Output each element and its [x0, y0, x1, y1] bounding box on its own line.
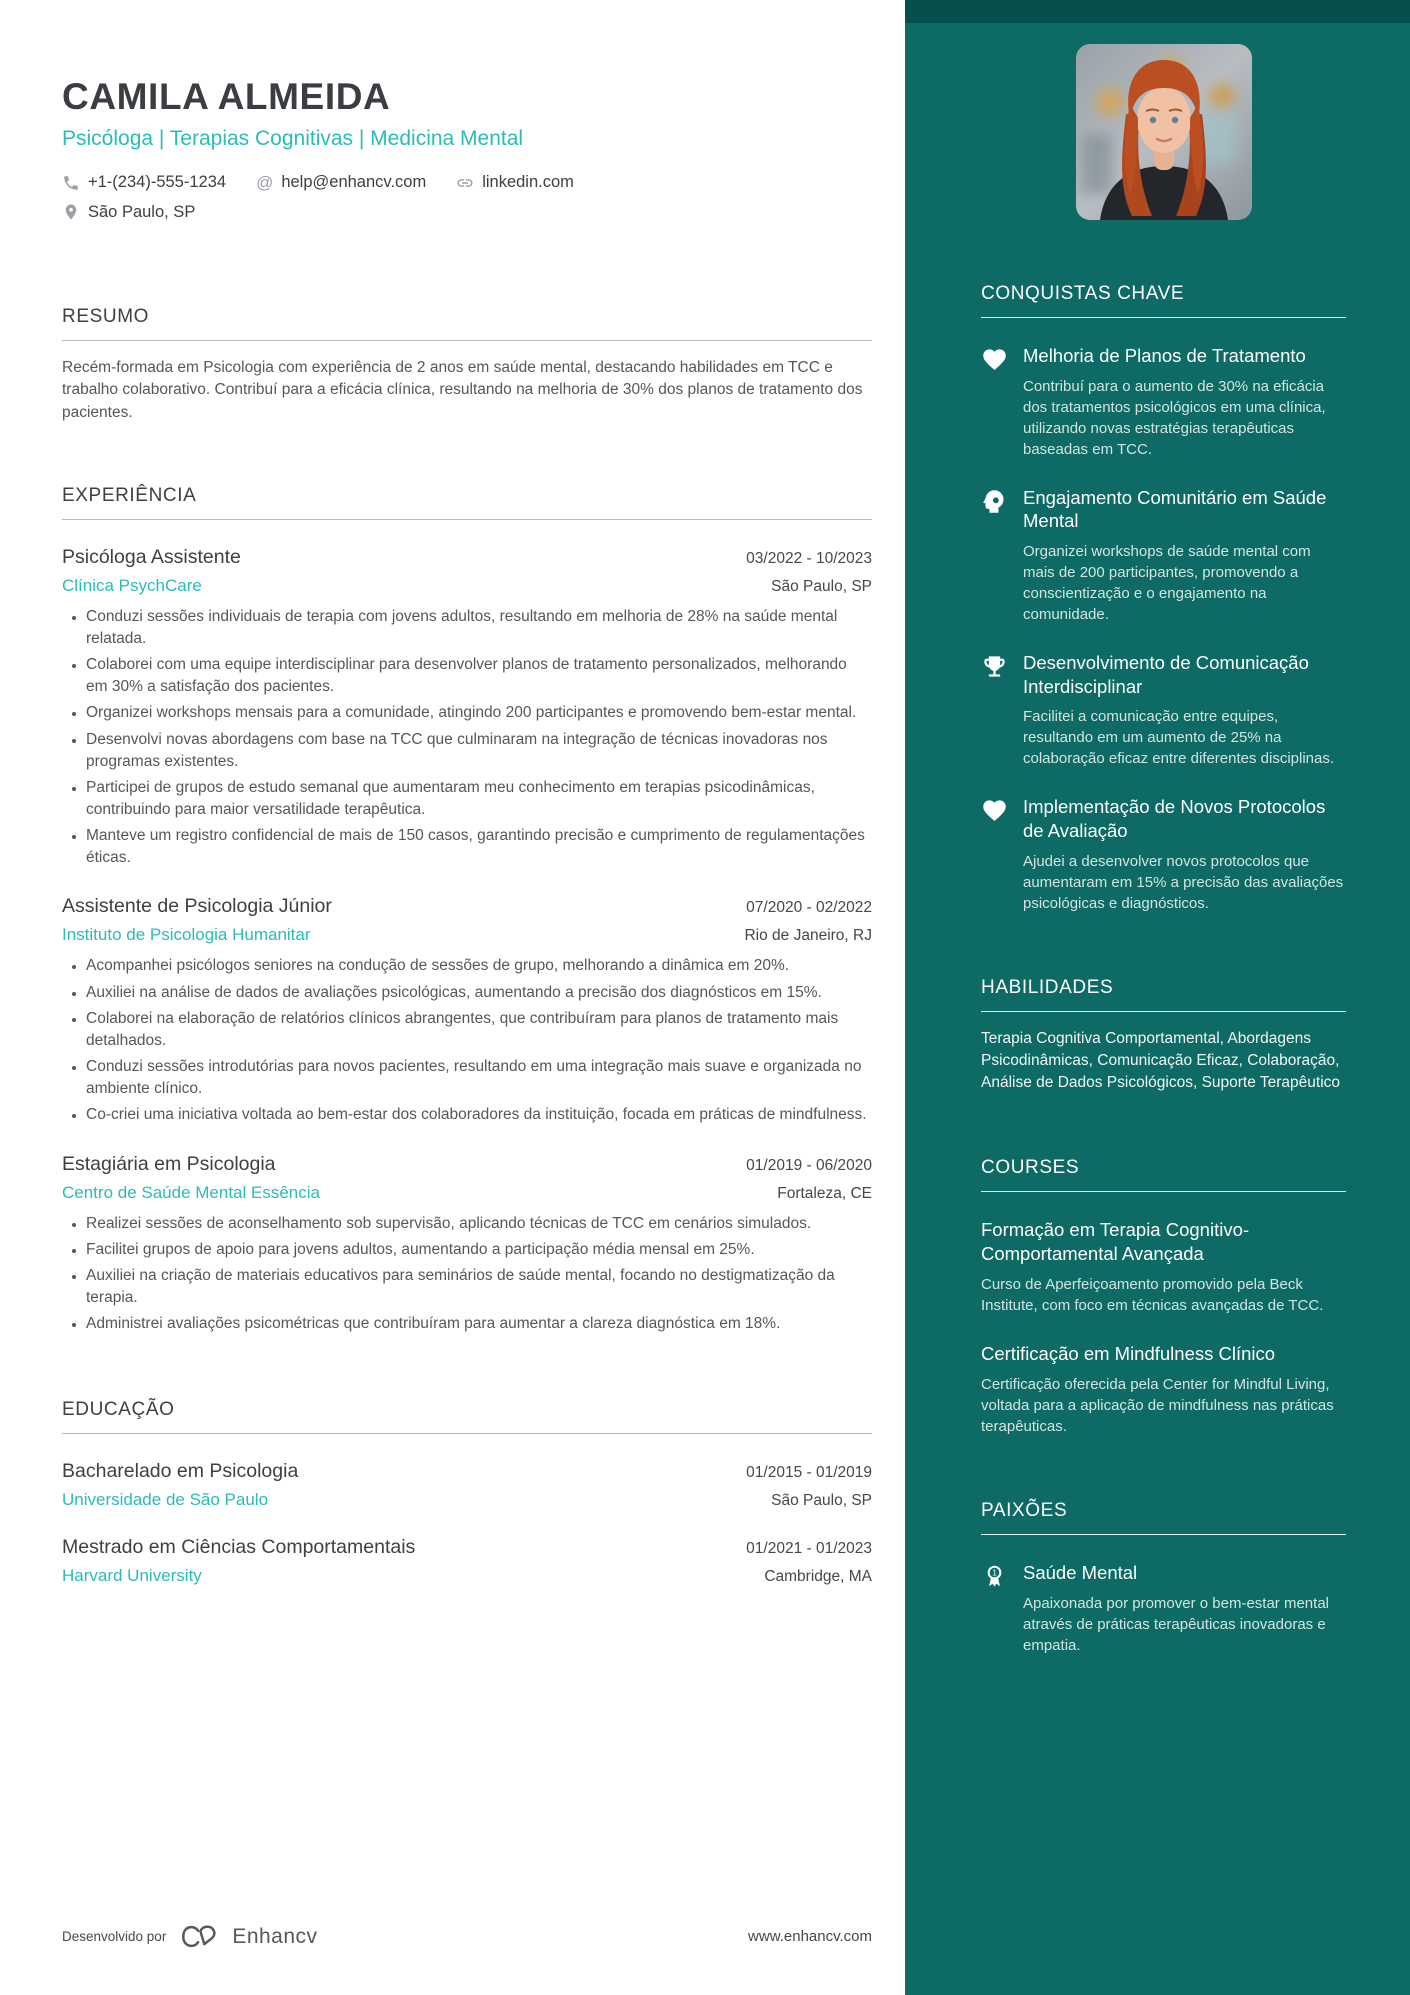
conquista-item: [981, 651, 1346, 769]
job-company[interactable]: Clínica PsychCare: [62, 575, 202, 595]
job-bullet: • Administrei avaliações psicométricas que contribuíram para aumentar a clareza diagnóstica em 18%.: [86, 1313, 872, 1335]
job-bullet: • Conduzi sessões individuais de terapia com jovens adultos, resultando em melhoria de 28% na saúde mental relatada.: [86, 606, 872, 650]
course-text: Certificação oferecida pela Center for Mindful Living, voltada para a aplicação de mindfulness nas práticas terapêuticas.: [981, 1375, 1334, 1435]
sidebar-top-band: [905, 0, 1410, 23]
job-bullet: • Auxiliei na análise de dados de avaliações psicológicas, aumentando a precisão dos diagnósticos em 15%.: [86, 982, 872, 1004]
job-bullet: • Co-criei uma iniciativa voltada ao bem-estar dos colaboradores da instituição, focada em práticas de mindfulness.: [86, 1104, 872, 1126]
location-row: [62, 203, 872, 222]
svg-text:1: 1: [992, 1568, 997, 1578]
job-bullet: • Facilitei grupos de apoio para jovens adultos, aumentando a participação média mensal em 25%.: [86, 1239, 872, 1261]
habilidades-heading: HABILIDADES: [981, 977, 1346, 1012]
job-bullet: • Acompanhei psicólogos seniores na condução de sessões de grupo, melhorando a dinâmica em 20%.: [86, 955, 872, 977]
job-location: Fortaleza, CE: [777, 1184, 872, 1202]
course-title: Certificação em Mindfulness Clínico: [981, 1342, 1276, 1364]
person-name: CAMILA ALMEIDA: [62, 76, 391, 117]
link-icon: [456, 174, 474, 192]
conquista-title: Desenvolvimento de Comunicação Interdisciplinar: [1023, 652, 1309, 697]
phone-value: +1-(234)-555-1234: [88, 173, 227, 192]
job-title: Estagiária em Psicologia: [62, 1152, 276, 1175]
job-location: São Paulo, SP: [771, 577, 872, 595]
conquista-text: Organizei workshops de saúde mental com mais de 200 participantes, promovendo a conscientização e o engajamento na comunidade.: [1023, 543, 1311, 624]
course-title: Formação em Terapia Cognitivo-Comportamental Avançada: [981, 1218, 1250, 1264]
job-company[interactable]: Instituto de Psicologia Humanitar: [62, 925, 311, 945]
conquista-title: Implementação de Novos Protocolos de Avaliação: [1023, 796, 1326, 842]
enhancv-logo-icon: [178, 1923, 220, 1950]
resumo-heading: RESUMO: [62, 306, 872, 341]
degree-title: Mestrado em Ciências Comportamentais: [62, 1536, 416, 1559]
degree-school[interactable]: Harvard University: [62, 1566, 202, 1586]
job-company[interactable]: Centro de Saúde Mental Essência: [62, 1182, 320, 1202]
job-bullets: [62, 606, 872, 870]
phone-contact[interactable]: [62, 173, 226, 192]
job-location: Rio de Janeiro, RJ: [744, 927, 872, 945]
job-bullets: [62, 955, 872, 1126]
section-habilidades: [981, 977, 1346, 1094]
profile-photo-illustration: [1076, 44, 1252, 220]
conquista-text: Facilitei a comunicação entre equipes, resultando em um aumento de 25% na colaboração eficaz entre diferentes disciplinas.: [1023, 708, 1335, 768]
job-dates: 07/2020 - 02/2022: [746, 899, 872, 917]
conquista-text: Contribuí para o aumento de 30% na eficácia dos tratamentos psicológicos em uma clínica, utilizando novas estratégias terapêuticas baseadas em TCC.: [1023, 377, 1326, 458]
heart-icon: [981, 346, 1008, 373]
job-title: Assistente de Psicologia Júnior: [62, 895, 332, 918]
contact-row: [62, 173, 872, 193]
profile-photo: [1076, 44, 1252, 220]
conquista-title: Melhoria de Planos de Tratamento: [1023, 345, 1306, 366]
job-bullet: • Conduzi sessões introdutórias para novos pacientes, resultando em uma integração mais suave e organizada no ambiente clínico.: [86, 1056, 872, 1100]
link-value: linkedin.com: [482, 173, 574, 192]
job-entry: [62, 1153, 872, 1336]
section-resumo: [62, 306, 872, 425]
degree-title: Bacharelado em Psicologia: [62, 1460, 299, 1483]
email-value: help@enhancv.com: [281, 173, 427, 192]
header: [62, 78, 872, 222]
job-bullet: • Auxiliei na criação de materiais educativos para seminários de saúde mental, focando no destigmatização da terapia.: [86, 1265, 872, 1309]
footer-brand-block[interactable]: [62, 1923, 318, 1950]
course-entry: [981, 1218, 1346, 1316]
degree-location: São Paulo, SP: [771, 1492, 872, 1510]
conquista-item: [981, 486, 1346, 625]
mind-icon: [981, 488, 1008, 515]
person-title: Psicóloga | Terapias Cognitivas | Medicina Mental: [62, 126, 524, 150]
conquista-text: Ajudei a desenvolver novos protocolos que aumentaram em 15% a precisão das avaliações psicológicas e diagnósticos.: [1023, 852, 1344, 912]
degree-entry: [62, 1460, 872, 1510]
resumo-text: Recém-formada em Psicologia com experiência de 2 anos em saúde mental, destacando habilidades em TCC e trabalho colaborativo. Contribuí para a eficácia clínica, resultando na melhoria de 30% dos planos de tratamento dos pacientes.: [62, 358, 863, 422]
educacao-heading: EDUCAÇÃO: [62, 1399, 872, 1434]
conquista-item: [981, 795, 1346, 913]
job-bullet: • Manteve um registro confidencial de mais de 150 casos, garantindo precisão e cumprimento de regulamentações éticas.: [86, 825, 872, 869]
conquistas-heading: CONQUISTAS CHAVE: [981, 283, 1346, 318]
brand-name: Enhancv: [232, 1924, 318, 1948]
course-text: Curso de Aperfeiçoamento promovido pela Beck Institute, com foco em técnicas avançadas de TCC.: [981, 1275, 1324, 1314]
sidebar: [905, 0, 1410, 1995]
location-pin-icon: [62, 203, 80, 221]
habilidades-text: Terapia Cognitiva Comportamental, Abordagens Psicodinâmicas, Comunicação Eficaz, Colaboração, Análise de Dados Psicológicos, Suporte Terapêutico: [981, 1029, 1341, 1091]
degree-entry: [62, 1536, 872, 1586]
experiencia-heading: EXPERIÊNCIA: [62, 485, 872, 520]
paixoes-heading: PAIXÕES: [981, 1500, 1346, 1535]
conquista-title: Engajamento Comunitário em Saúde Mental: [1023, 486, 1327, 532]
job-dates: 01/2019 - 06/2020: [746, 1156, 872, 1174]
job-bullet: • Desenvolvi novas abordagens com base na TCC que culminaram na integração de técnicas inovadoras nos programas existentes.: [86, 729, 872, 773]
section-educacao: [62, 1399, 872, 1586]
powered-by-label: Desenvolvido por: [62, 1929, 167, 1944]
award-icon: [981, 1563, 1008, 1590]
paixao-item: [981, 1561, 1346, 1656]
degree-location: Cambridge, MA: [764, 1568, 872, 1586]
paixao-text: Apaixonada por promover o bem-estar mental através de práticas terapêuticas inovadoras e empatia.: [1023, 1594, 1329, 1654]
job-dates: 03/2022 - 10/2023: [746, 549, 872, 567]
at-icon: @: [256, 172, 274, 192]
job-entry: [62, 895, 872, 1126]
job-entry: [62, 546, 872, 870]
job-bullet: • Realizei sessões de aconselhamento sob supervisão, aplicando técnicas de TCC em cenários simulados.: [86, 1213, 872, 1235]
location-value: São Paulo, SP: [88, 202, 196, 221]
job-bullet: • Colaborei com uma equipe interdisciplinar para desenvolver planos de tratamento personalizados, melhorando em 30% a satisfação dos pacientes.: [86, 654, 872, 698]
degree-school[interactable]: Universidade de São Paulo: [62, 1490, 269, 1510]
website-link[interactable]: www.enhancv.com: [748, 1928, 872, 1945]
job-bullets: [62, 1213, 872, 1336]
trophy-icon: [981, 653, 1008, 680]
footer: [62, 1923, 872, 1950]
job-bullet: • Colaborei na elaboração de relatórios clínicos abrangentes, que contribuíram para planos de tratamento mais detalhados.: [86, 1008, 872, 1052]
section-courses: [981, 1157, 1346, 1437]
degree-dates: 01/2021 - 01/2023: [746, 1540, 872, 1558]
phone-icon: [62, 174, 80, 192]
link-contact[interactable]: [456, 173, 574, 192]
job-bullet: • Organizei workshops mensais para a comunidade, atingindo 200 participantes e promovendo bem-estar mental.: [86, 702, 872, 724]
job-title: Psicóloga Assistente: [62, 545, 241, 568]
section-conquistas: [981, 283, 1346, 914]
degree-dates: 01/2015 - 01/2019: [746, 1464, 872, 1482]
section-paixoes: [981, 1500, 1346, 1656]
paixao-title: Saúde Mental: [1023, 1561, 1138, 1583]
location-contact: [62, 203, 195, 222]
course-entry: [981, 1342, 1346, 1437]
conquista-item: [981, 344, 1346, 460]
job-bullet: • Participei de grupos de estudo semanal que aumentaram meu conhecimento em terapias psicodinâmicas, contribuindo para maior versatilidade terapêutica.: [86, 777, 872, 821]
email-contact[interactable]: [256, 173, 426, 193]
heart-icon: [981, 797, 1008, 824]
section-experiencia: [62, 485, 872, 1340]
courses-heading: COURSES: [981, 1157, 1346, 1192]
